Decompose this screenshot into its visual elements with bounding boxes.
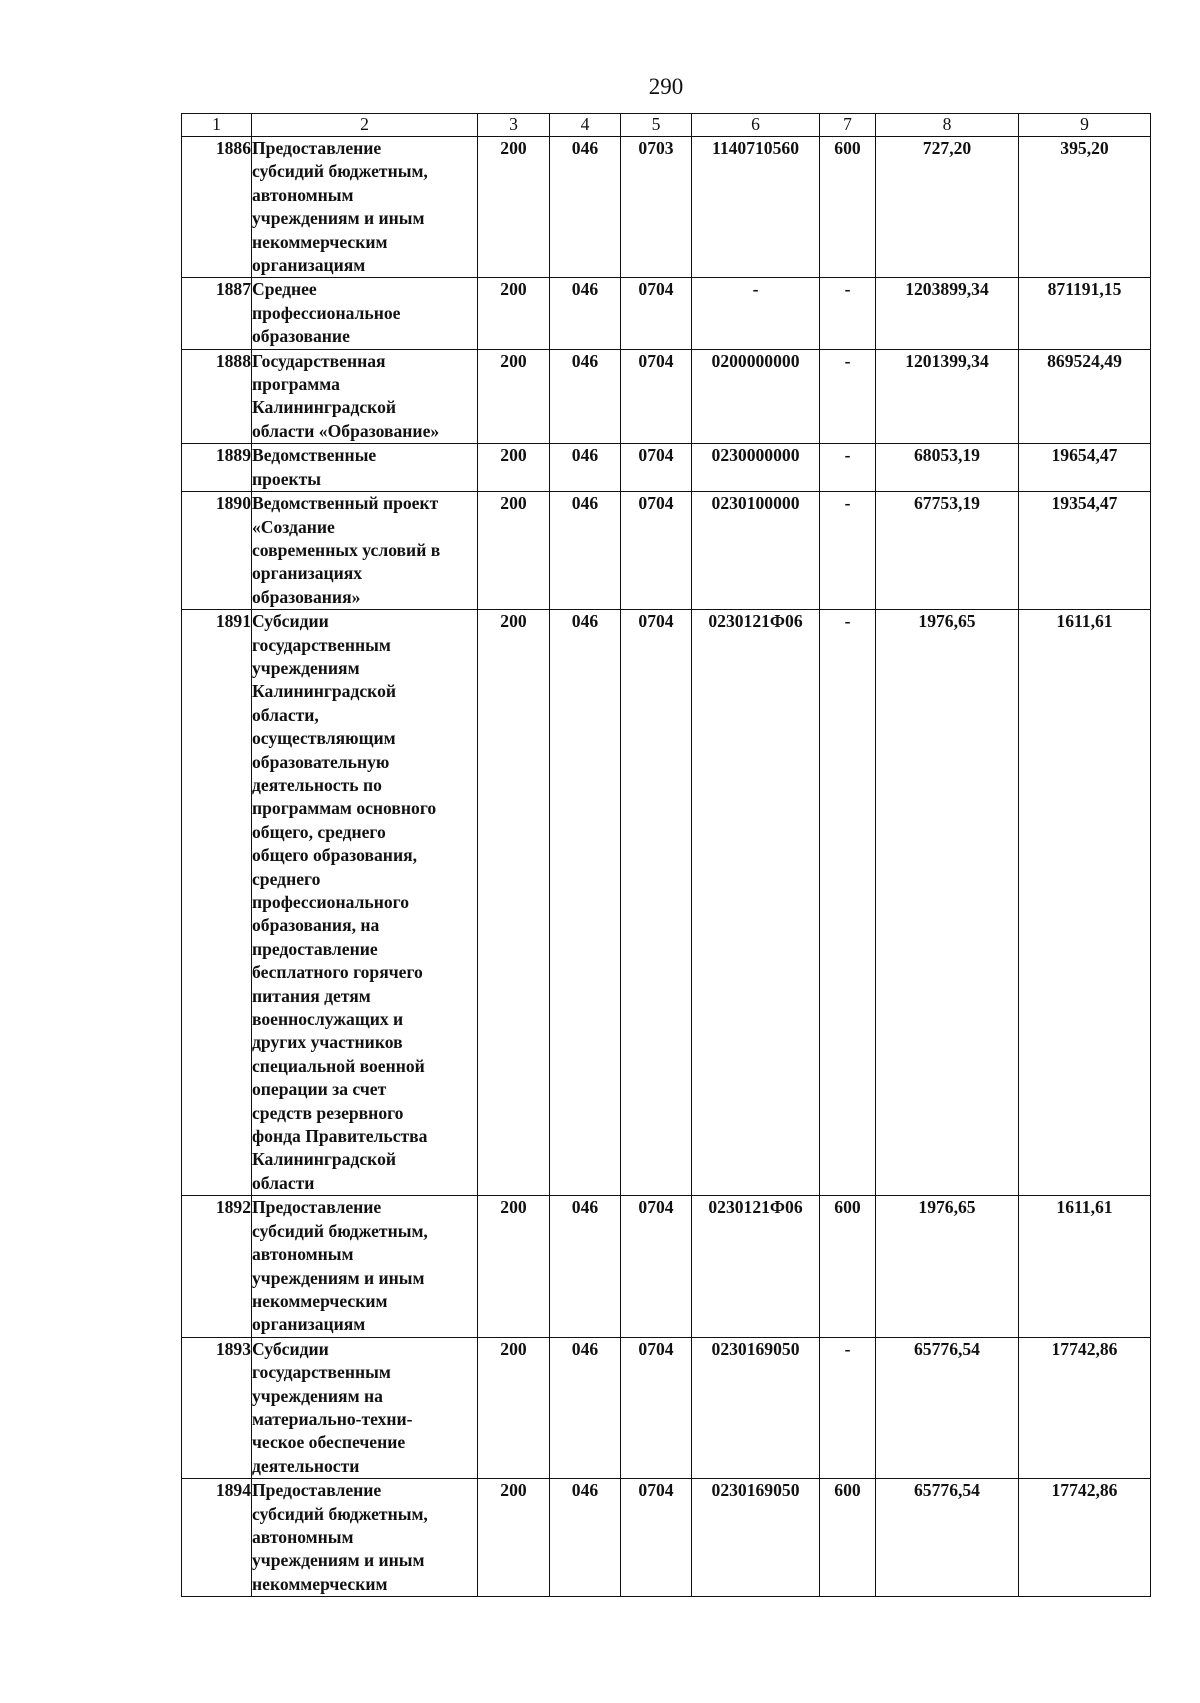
description-line: Ведомственный проект — [252, 493, 439, 514]
description-line: Предоставление — [252, 1197, 382, 1218]
description-line: автономным — [252, 1244, 354, 1265]
code-cell: 046 — [550, 492, 621, 610]
table-row — [182, 444, 1151, 492]
code-cell: 0704 — [621, 1479, 692, 1597]
target-article-cell: 0230169050 — [692, 1479, 820, 1597]
table-row — [182, 349, 1151, 444]
description-line: ческое обеспечение — [252, 1432, 406, 1453]
row-number-cell: 1888 — [182, 349, 252, 444]
description-line: образование — [252, 326, 350, 347]
amount-cell: 65776,54 — [876, 1337, 1019, 1478]
description-line: некоммерческим — [252, 231, 388, 252]
description-line: предоставление — [252, 938, 378, 959]
description-cell — [252, 610, 478, 1196]
table-row — [182, 1196, 1151, 1337]
code-cell: 200 — [478, 610, 550, 1196]
code-cell: 046 — [550, 610, 621, 1196]
description-cell — [252, 444, 478, 492]
code-cell: 200 — [478, 444, 550, 492]
target-article-cell: 0230100000 — [692, 492, 820, 610]
table-row — [182, 1479, 1151, 1597]
target-article-cell: 0230169050 — [692, 1337, 820, 1478]
code-cell: 200 — [478, 349, 550, 444]
description-cell — [252, 137, 478, 278]
description-line: автономным — [252, 1526, 354, 1547]
description-line: учреждениям и иным — [252, 1267, 425, 1288]
description-line: области «Образование» — [252, 420, 440, 441]
amount-cell: 1976,65 — [876, 610, 1019, 1196]
row-number-cell: 1894 — [182, 1479, 252, 1597]
target-article-cell: 1140710560 — [692, 137, 820, 278]
description-line: некоммерческим — [252, 1573, 388, 1594]
expense-type-cell: - — [820, 278, 876, 349]
description-cell — [252, 349, 478, 444]
description-line: бесплатного горячего — [252, 962, 423, 983]
row-number-cell: 1893 — [182, 1337, 252, 1478]
description-line: общего, среднего — [252, 821, 386, 842]
amount-cell: 17742,86 — [1019, 1479, 1151, 1597]
description-line: области — [252, 1172, 315, 1193]
description-line: операции за счет — [252, 1079, 387, 1100]
column-header: 7 — [820, 114, 876, 137]
amount-cell: 1611,61 — [1019, 1196, 1151, 1337]
amount-cell: 1611,61 — [1019, 610, 1151, 1196]
code-cell: 200 — [478, 1479, 550, 1597]
amount-cell: 1976,65 — [876, 1196, 1019, 1337]
column-header: 1 — [182, 114, 252, 137]
description-line: образовательную — [252, 751, 390, 772]
description-line: организациях — [252, 563, 363, 584]
description-line: деятельности — [252, 1455, 360, 1476]
code-cell: 200 — [478, 1196, 550, 1337]
code-cell: 200 — [478, 137, 550, 278]
target-article-cell: 0230000000 — [692, 444, 820, 492]
code-cell: 200 — [478, 278, 550, 349]
description-line: осуществляющим — [252, 728, 396, 749]
description-line: программам основного — [252, 798, 437, 819]
description-line: проекты — [252, 468, 322, 489]
code-cell: 0704 — [621, 610, 692, 1196]
amount-cell: 19354,47 — [1019, 492, 1151, 610]
amount-cell: 67753,19 — [876, 492, 1019, 610]
description-line: субсидий бюджетным, — [252, 1503, 428, 1524]
column-header: 9 — [1019, 114, 1151, 137]
description-line: образования, на — [252, 915, 380, 936]
description-line: Субсидии — [252, 611, 329, 632]
amount-cell: 19654,47 — [1019, 444, 1151, 492]
description-line: Среднее — [252, 279, 317, 300]
expense-type-cell: - — [820, 492, 876, 610]
row-number-cell: 1890 — [182, 492, 252, 610]
budget-table — [181, 113, 1151, 1597]
target-article-cell: 0230121Ф06 — [692, 1196, 820, 1337]
description-line: военнослужащих и — [252, 1009, 404, 1030]
description-line: средств резервного — [252, 1102, 404, 1123]
table-row — [182, 137, 1151, 278]
row-number-cell: 1892 — [182, 1196, 252, 1337]
table-row — [182, 278, 1151, 349]
amount-cell: 65776,54 — [876, 1479, 1019, 1597]
description-line: государственным — [252, 1362, 391, 1383]
description-cell — [252, 492, 478, 610]
description-line: учреждениям и иным — [252, 208, 425, 229]
target-article-cell: - — [692, 278, 820, 349]
code-cell: 200 — [478, 1337, 550, 1478]
expense-type-cell: 600 — [820, 137, 876, 278]
row-number-cell: 1886 — [182, 137, 252, 278]
description-line: Государственная — [252, 350, 386, 371]
description-line: области, — [252, 704, 319, 725]
description-line: «Создание — [252, 516, 335, 537]
page-number: 290 — [648, 74, 684, 99]
amount-cell: 1201399,34 — [876, 349, 1019, 444]
code-cell: 046 — [550, 137, 621, 278]
amount-cell: 871191,15 — [1019, 278, 1151, 349]
description-cell — [252, 278, 478, 349]
description-line: материально-техни- — [252, 1408, 413, 1429]
header-row — [182, 114, 1151, 137]
description-line: субсидий бюджетным, — [252, 1220, 428, 1241]
expense-type-cell: - — [820, 444, 876, 492]
description-line: среднего — [252, 868, 321, 889]
target-article-cell: 0230121Ф06 — [692, 610, 820, 1196]
code-cell: 0704 — [621, 492, 692, 610]
description-cell — [252, 1479, 478, 1597]
description-line: субсидий бюджетным, — [252, 161, 428, 182]
code-cell: 0703 — [621, 137, 692, 278]
description-line: организациям — [252, 255, 366, 276]
description-line: Калининградской — [252, 681, 397, 702]
target-article-cell: 0200000000 — [692, 349, 820, 444]
description-line: профессиональное — [252, 302, 401, 323]
description-line: Калининградской — [252, 1149, 397, 1170]
column-header: 6 — [692, 114, 820, 137]
description-line: учреждениям на — [252, 1385, 383, 1406]
amount-cell: 17742,86 — [1019, 1337, 1151, 1478]
amount-cell: 1203899,34 — [876, 278, 1019, 349]
description-line: питания детям — [252, 985, 371, 1006]
expense-type-cell: 600 — [820, 1479, 876, 1597]
description-line: профессионального — [252, 892, 410, 912]
column-header: 8 — [876, 114, 1019, 137]
code-cell: 046 — [550, 349, 621, 444]
column-header: 3 — [478, 114, 550, 137]
description-line: специальной военной — [252, 1055, 425, 1076]
row-number-cell: 1889 — [182, 444, 252, 492]
column-header: 2 — [252, 114, 478, 137]
amount-cell: 68053,19 — [876, 444, 1019, 492]
expense-type-cell: - — [820, 1337, 876, 1478]
code-cell: 0704 — [621, 444, 692, 492]
column-header: 4 — [550, 114, 621, 137]
description-line: Ведомственные — [252, 445, 377, 466]
description-line: Предоставление — [252, 1480, 382, 1501]
code-cell: 046 — [550, 278, 621, 349]
row-number-cell: 1891 — [182, 610, 252, 1196]
description-line: общего образования, — [252, 845, 417, 866]
code-cell: 0704 — [621, 349, 692, 444]
amount-cell: 395,20 — [1019, 137, 1151, 278]
code-cell: 200 — [478, 492, 550, 610]
description-line: Субсидии — [252, 1338, 329, 1359]
code-cell: 046 — [550, 444, 621, 492]
description-line: учреждениям — [252, 657, 360, 678]
description-line: государственным — [252, 634, 391, 655]
description-line: программа — [252, 374, 340, 395]
description-line: Калининградской — [252, 397, 397, 418]
code-cell: 0704 — [621, 278, 692, 349]
code-cell: 046 — [550, 1196, 621, 1337]
table-row — [182, 610, 1151, 1196]
description-line: учреждениям и иным — [252, 1550, 425, 1571]
description-line: образования» — [252, 586, 361, 607]
code-cell: 046 — [550, 1337, 621, 1478]
table-row — [182, 1337, 1151, 1478]
description-line: организациям — [252, 1314, 366, 1335]
amount-cell: 727,20 — [876, 137, 1019, 278]
expense-type-cell: 600 — [820, 1196, 876, 1337]
description-line: деятельность по — [252, 774, 382, 795]
description-line: автономным — [252, 184, 354, 205]
expense-type-cell: - — [820, 349, 876, 444]
amount-cell: 869524,49 — [1019, 349, 1151, 444]
description-line: Предоставление — [252, 138, 382, 158]
description-cell — [252, 1337, 478, 1478]
description-line: современных условий в — [252, 539, 441, 560]
column-header: 5 — [621, 114, 692, 137]
table-body — [182, 137, 1151, 1597]
description-line: других участников — [252, 1032, 403, 1053]
code-cell: 0704 — [621, 1337, 692, 1478]
description-line: некоммерческим — [252, 1290, 388, 1311]
table-row — [182, 492, 1151, 610]
code-cell: 0704 — [621, 1196, 692, 1337]
code-cell: 046 — [550, 1479, 621, 1597]
description-line: фонда Правительства — [252, 1126, 428, 1147]
row-number-cell: 1887 — [182, 278, 252, 349]
description-cell — [252, 1196, 478, 1337]
expense-type-cell: - — [820, 610, 876, 1196]
